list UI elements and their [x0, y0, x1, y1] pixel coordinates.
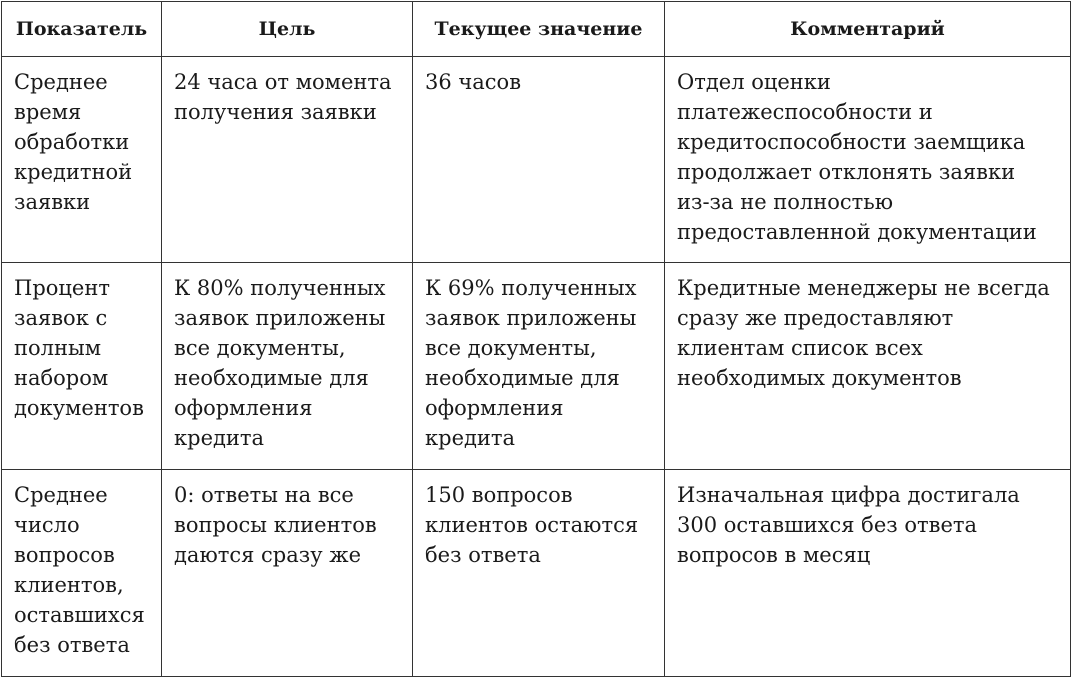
cell-text: Среднее время обработки кредитной заявки — [14, 70, 133, 214]
table-row — [2, 263, 1071, 470]
cell-text: 36 часов — [425, 70, 522, 94]
cell-goal — [162, 470, 413, 677]
cell-text: Кредитные менеджеры не всегда сразу же предоставляют клиентам список всех необходимых документов — [677, 276, 1050, 390]
cell-current-value — [413, 57, 665, 263]
header-goal: Цель — [162, 2, 413, 57]
cell-text: Изначальная цифра достигала 300 оставшихся без ответа вопросов в месяц — [677, 483, 1020, 567]
cell-comment — [665, 263, 1071, 470]
cell-comment — [665, 57, 1071, 263]
cell-text: Среднее число вопросов клиентов, оставшихся без ответа — [14, 483, 145, 657]
cell-indicator — [2, 470, 162, 677]
table-row — [2, 470, 1071, 677]
cell-text: К 69% полученных заявок приложены все документы, необходимые для оформления кредита — [425, 276, 637, 450]
cell-text: 0: ответы на все вопросы клиентов даются сразу же — [174, 483, 377, 567]
cell-text: Процент заявок с полным набором документов — [14, 276, 144, 420]
header-indicator: Показатель — [2, 2, 162, 57]
table-row — [2, 57, 1071, 263]
cell-indicator — [2, 263, 162, 470]
cell-comment — [665, 470, 1071, 677]
cell-text: Отдел оценки платежеспособности и кредитоспособности заемщика продолжает отклонять заявки из-за не полностью предоставленной документации — [677, 70, 1037, 244]
cell-goal — [162, 263, 413, 470]
cell-text: К 80% полученных заявок приложены все документы, необходимые для оформления кредита — [174, 276, 386, 450]
cell-current-value — [413, 263, 665, 470]
cell-goal — [162, 57, 413, 263]
cell-current-value — [413, 470, 665, 677]
cell-text: 24 часа от момента получения заявки — [174, 70, 392, 124]
header-current-value: Текущее значение — [413, 2, 665, 57]
cell-text: 150 вопросов клиентов остаются без ответа — [425, 483, 639, 567]
cell-indicator — [2, 57, 162, 263]
header-comment: Комментарий — [665, 2, 1071, 57]
kpi-table — [1, 1, 1071, 677]
table-header-row — [2, 2, 1071, 57]
